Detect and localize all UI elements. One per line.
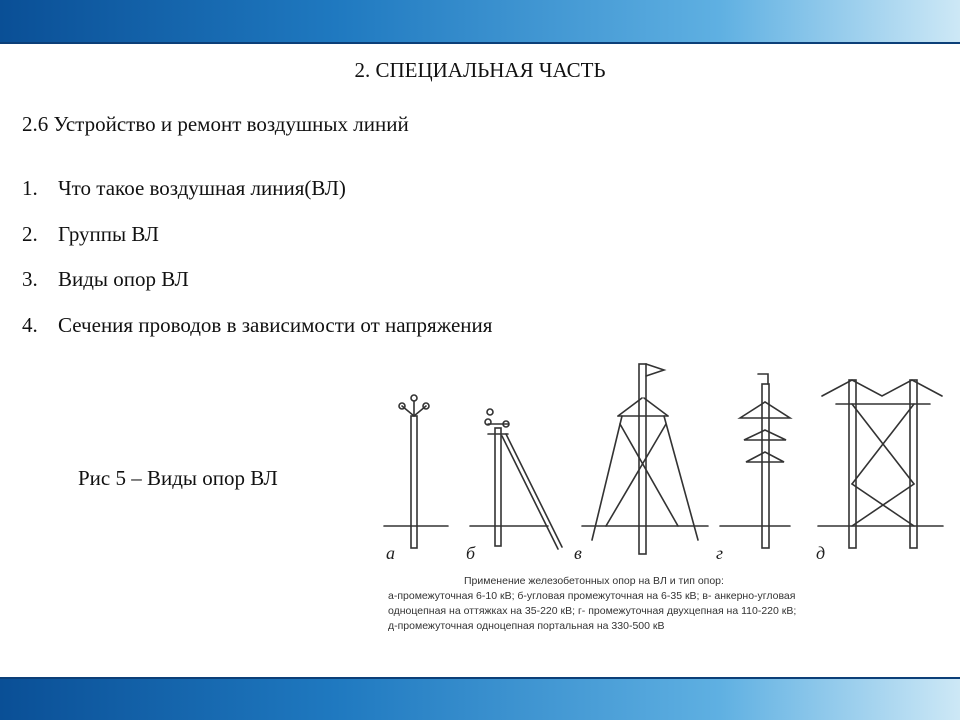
list-item-text: Что такое воздушная линия(ВЛ) xyxy=(58,176,346,200)
pole-drawing-svg xyxy=(378,344,948,574)
pole-b xyxy=(485,409,562,549)
figure-note-line: а-промежуточная 6-10 кВ; б-угловая промежуточная на 6-35 кВ; в- анкерно-угловая xyxy=(388,590,796,602)
pole-d xyxy=(740,374,790,548)
list-item xyxy=(22,267,492,313)
pole-letter-a: а xyxy=(386,543,395,563)
figure-note xyxy=(388,574,928,634)
list-item xyxy=(22,222,492,268)
pole-letter-d: г xyxy=(716,543,724,563)
footer-band xyxy=(0,677,960,720)
list-item xyxy=(22,176,492,222)
pole-letter-c: в xyxy=(574,543,582,563)
list-item-number: 4. xyxy=(22,312,38,337)
list-item-text: Сечения проводов в зависимости от напряжения xyxy=(58,312,493,337)
list-item-number: 1. xyxy=(22,176,38,200)
list-item-text: Группы ВЛ xyxy=(58,221,159,246)
pole-a xyxy=(399,395,429,548)
subtitle: 2.6 Устройство и ремонт воздушных линий xyxy=(22,112,409,136)
topic-list xyxy=(22,176,492,358)
pole-letter-e: д xyxy=(816,543,826,563)
section-title: 2. СПЕЦИАЛЬНАЯ ЧАСТЬ xyxy=(354,58,606,82)
pole-letter-b: б xyxy=(466,543,476,563)
list-item-number: 3. xyxy=(22,267,38,291)
figure-note-line: Применение железобетонных опор на ВЛ и тип опор: xyxy=(464,575,724,587)
figure-caption: Рис 5 – Виды опор ВЛ xyxy=(78,466,278,490)
figure-note-line: одноцепная на оттяжках на 35-220 кВ; г- промежуточная двухцепная на 110-220 кВ; xyxy=(388,605,797,617)
list-item-number: 2. xyxy=(22,221,38,246)
header-band xyxy=(0,0,960,44)
figure-note-line: д-промежуточная одноцепная портальная на 330-500 кВ xyxy=(388,620,665,632)
list-item-text: Виды опор ВЛ xyxy=(58,267,189,291)
pole-e xyxy=(822,380,942,548)
